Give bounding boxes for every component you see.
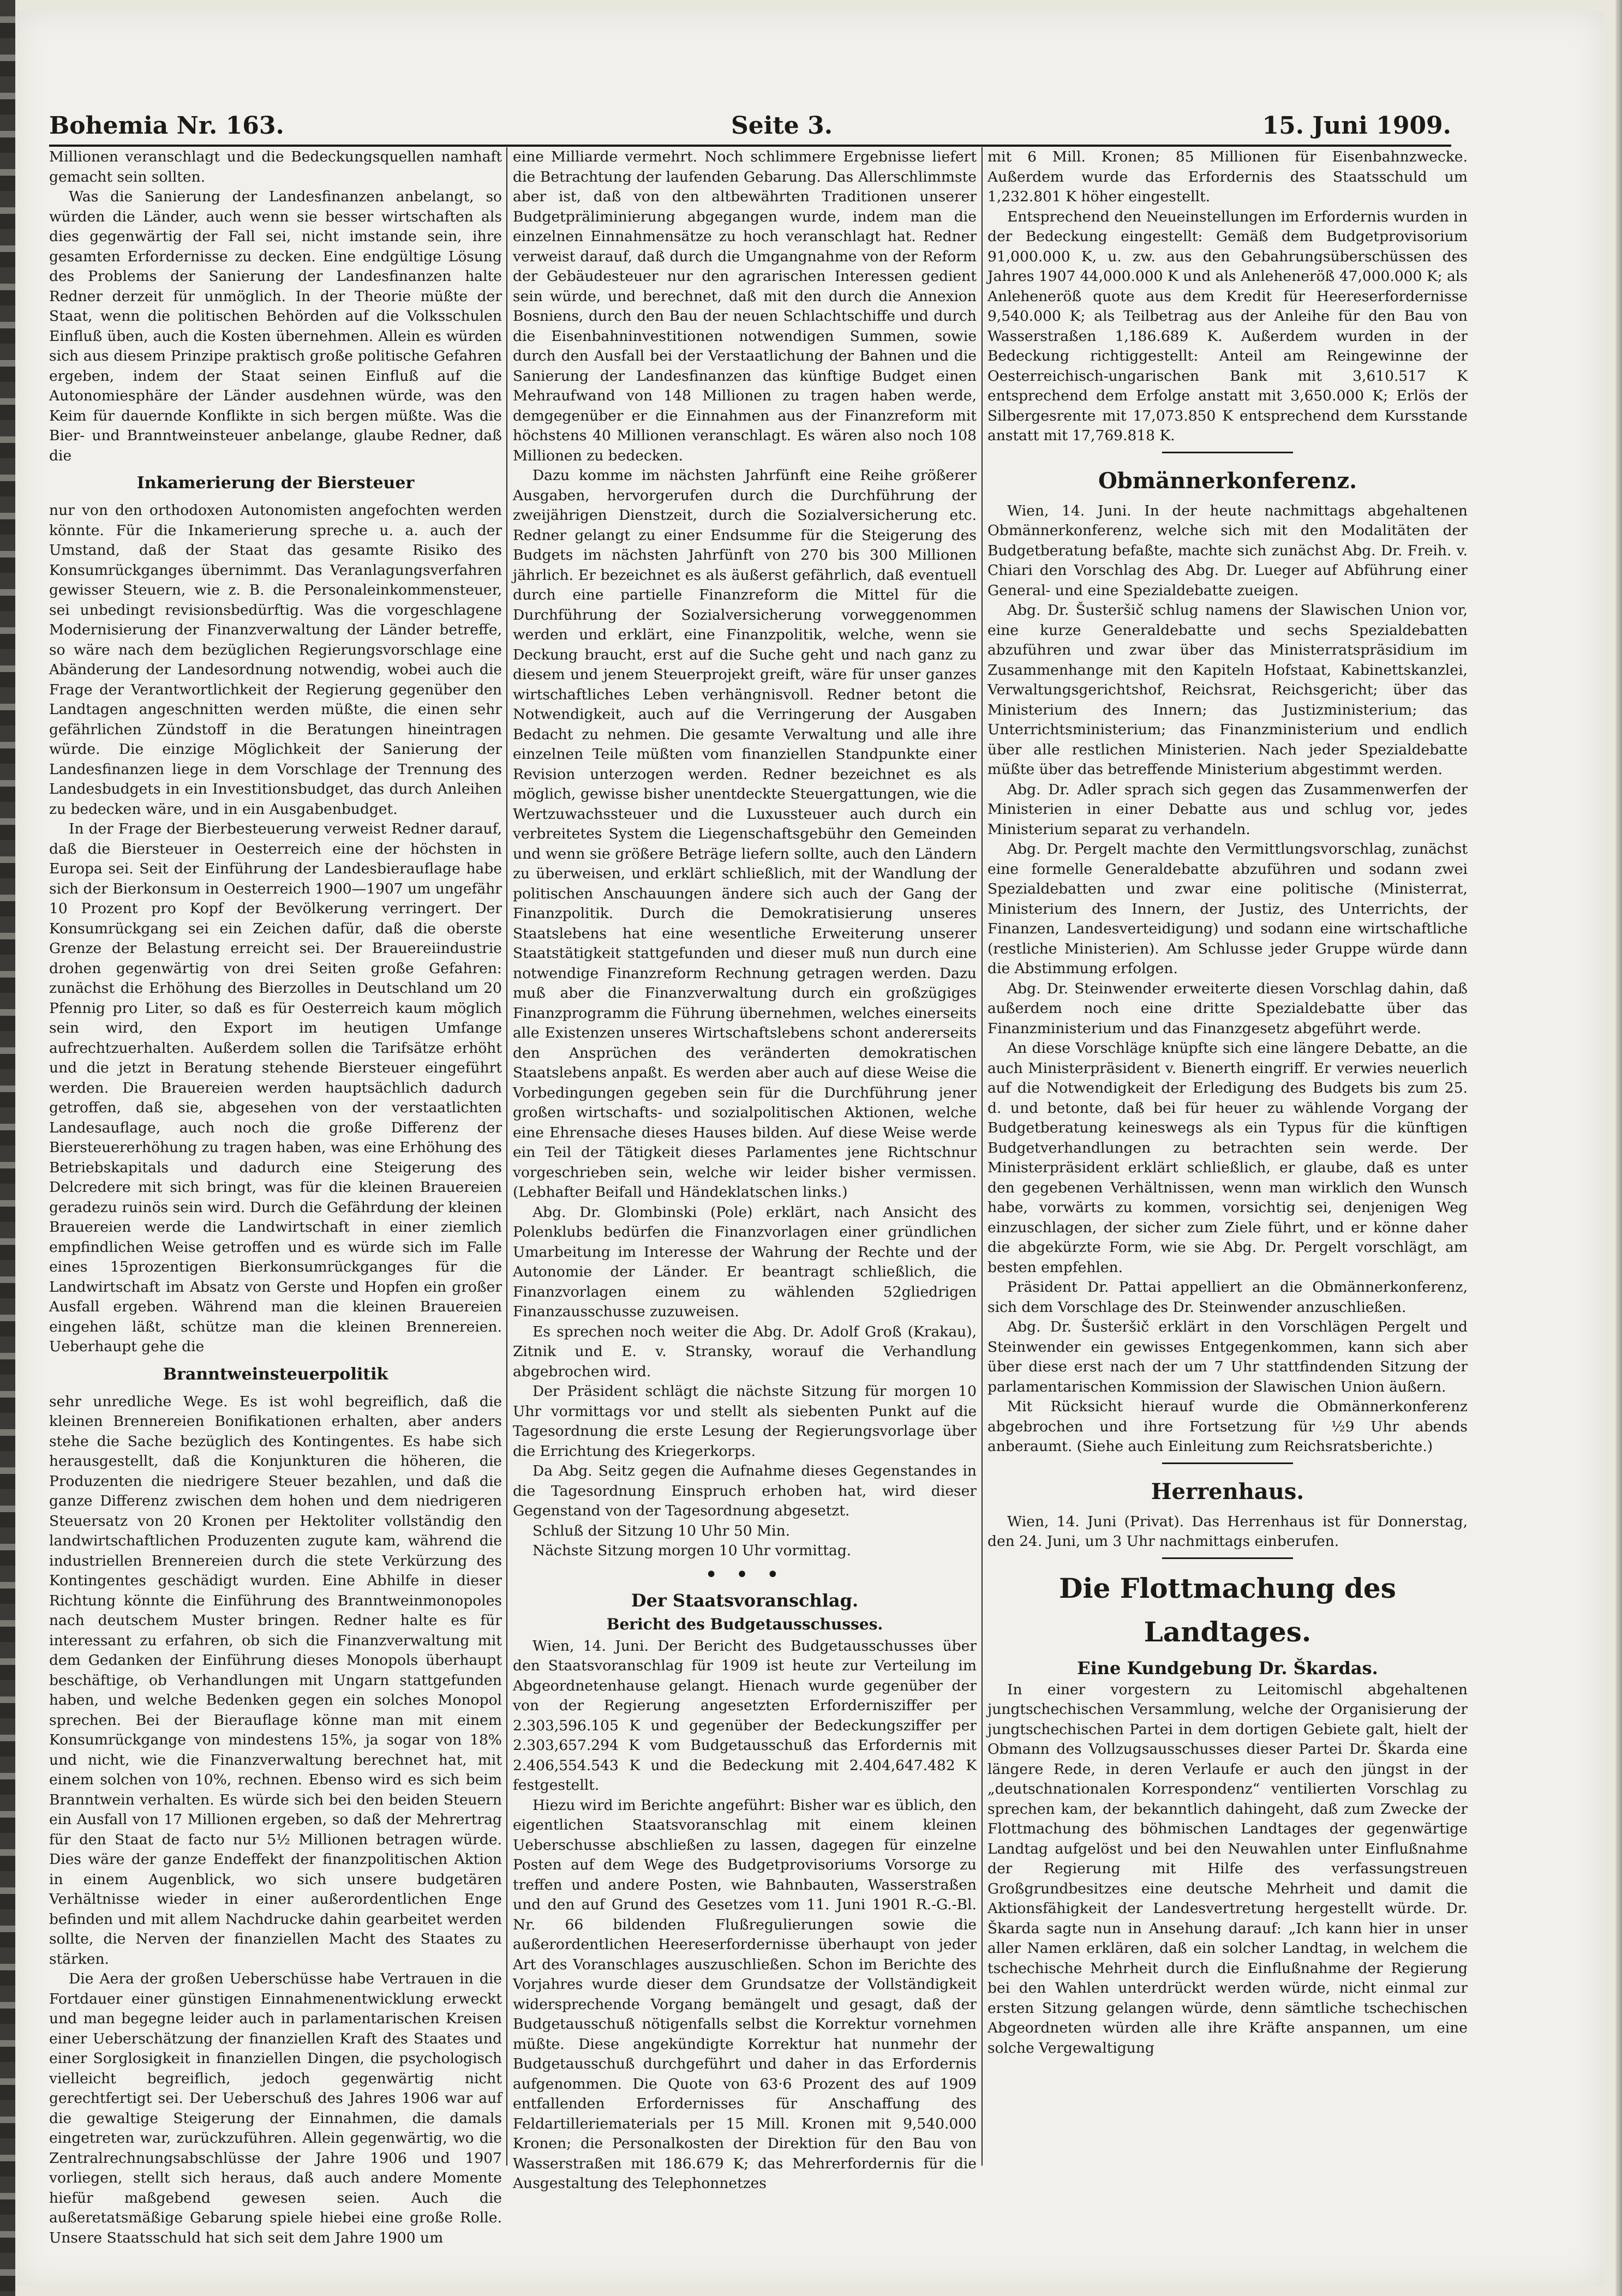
paragraph: eine Milliarde vermehrt. Noch schlimmere Ergebnisse liefert die Betrachtung der laufenden Gebarung. Das Allerschlimmste aber ist, daß von den altbewährten Traditionen unserer Budgetpräliminierung abgegangen wurde, indem man die einzelnen Einnahmensätze zu hoch veranschlagt hat. Redner verweist darauf, daß durch die Umgangnahme von der Reform der Gebäudesteuer nur den agrarischen Interessen gedient sein würde, und berechnet, daß mit den durch die Annexion Bosniens, durch den Bau der neuen Schlachtschiffe und durch die Eisenbahninvestitionen notwendigen Summen, sowie durch den Ausfall bei der Verstaatlichung der Bahnen und die Sanierung der Landesfinanzen das künftige Budget einen Mehraufwand von 148 Millionen zu tragen haben werde, demgegenüber er die Einnahmen aus der Finanzreform mit höchstens 40 Millionen veranschlagt. Es wären also noch 108 Millionen zu bedecken. xyxy=(513,148,977,464)
paragraph: mit 6 Mill. Kronen; 85 Millionen für Eisenbahnzwecke. Außerdem wurde das Erfordernis des Staatsschuld um 1,232.801 K höher eingestellt. xyxy=(987,148,1468,205)
paragraph: Abg. Dr. Pergelt machte den Vermittlungsvorschlag, zunächst eine formelle Generaldebatte abzuführen und sodann zwei Spezialdebatten und zwar eine politische (Ministerrat, Ministerium des Innern, der Justiz, des Unterrichts, der Finanzen, Landesverteidigung) und sodann eine wirtschaftliche (restliche Ministerien). Am Schlusse jeder Gruppe würde dann die Abstimmung erfolgen. xyxy=(987,841,1468,977)
paragraph: Abg. Dr. Šusteršič erklärt in den Vorschlägen Pergelt und Steinwender ein gewisses Entgegenkommen, kann sich aber über diese erst nach der um 7 Uhr stattfindenden Sitzung der parlamentarischen Kommission der Slawischen Union äußern. xyxy=(987,1318,1468,1395)
paragraph: Es sprechen noch weiter die Abg. Dr. Adolf Groß (Krakau), Zitnik und E. v. Stransky, worauf die Verhandlung abgebrochen wird. xyxy=(513,1323,977,1380)
article-headline: Die Flottmachung des Landtages. xyxy=(1059,1572,1396,1648)
article-headline: Obmännerkonferenz. xyxy=(1098,467,1357,494)
divider xyxy=(1162,452,1293,453)
paragraph: Abg. Dr. Adler sprach sich gegen das Zusammenwerfen der Ministerien in einer Debatte aus und schlug vor, jedes Ministerium separat zu verhandeln. xyxy=(987,781,1468,838)
divider xyxy=(1162,1462,1293,1464)
paragraph: Millionen veranschlagt und die Bedeckungsquellen namhaft gemacht sein sollten. xyxy=(49,148,502,185)
divider xyxy=(1162,1557,1293,1559)
paragraph: Der Präsident schlägt die nächste Sitzung für morgen 10 Uhr vormittags vor und stellt als siebenten Punkt auf die Tagesordnung die erste Lesung der Regierungsvorlage über die Errichtung des Kriegerkorps. xyxy=(513,1383,977,1460)
paragraph: Wien, 14. Juni. In der heute nachmittags abgehaltenen Obmännerkonferenz, welche sich mit den Modalitäten der Budgetberatung befaßte, machte sich zunächst Abg. Dr. Freih. v. Chiari den Vorschlag des Abg. Dr. Lueger auf Abführung einer General- und eine Spezialdebatte zueigen. xyxy=(987,502,1468,599)
section-subheading: Branntweinsteuerpolitik xyxy=(163,1364,388,1384)
paragraph: Wien, 14. Juni (Privat). Das Herrenhaus ist für Donnerstag, den 24. Juni, um 3 Uhr nachmittags einberufen. xyxy=(987,1513,1468,1550)
column-rule xyxy=(981,147,983,2166)
paragraph: Was die Sanierung der Landesfinanzen anbelangt, so würden die Länder, auch wenn sie besser wirtschaften als dies gegenwärtig der Fall sei, nicht imstande sein, ihre gesamten Erfordernisse zu decken. Eine endgültige Lösung des Problems der Sanierung der Landesfinanzen halte Redner derzeit für unmöglich. In der Theorie müßte der Staat, wenn die politischen Behörden auf die Volksschulen Einfluß üben, auch die Kosten übernehmen. Allein es würden sich aus diesem Prinzipe praktisch große politische Gefahren ergeben, indem der Staat seinen Einfluß auf die Autonomiesphäre der Länder ausdehnen würde, was den Keim für dauernde Konflikte in sich bergen müßte. Was die Bier- und Branntweinsteuer anbelange, glaube Redner, daß die xyxy=(49,188,502,464)
issue-date: 15. Juni 1909. xyxy=(1262,112,1451,140)
section-subheading: Inkamerierung der Biersteuer xyxy=(136,473,415,493)
paragraph: Schluß der Sitzung 10 Uhr 50 Min. xyxy=(532,1522,791,1539)
book-binding xyxy=(0,0,15,2296)
paragraph: Präsident Dr. Pattai appelliert an die Obmännerkonferenz, sich dem Vorschlage des Dr. Steinwender anzuschließen. xyxy=(987,1279,1468,1316)
paragraph: Wien, 14. Juni. Der Bericht des Budgetausschusses über den Staatsvoranschlag für 1909 ist heute zur Verteilung im Abgeordnetenhause gelangt. Hienach wurde gegenüber der von der Regierung angesetzten Erfordernisziffer per 2.303,596.105 K und gegenüber der Bedeckungsziffer per 2.303,657.294 K vom Budgetausschuß das Erfordernis mit 2.406,554.543 K und die Bedeckung mit 2.404,647.482 K festgestellt. xyxy=(513,1637,977,1794)
paragraph: An diese Vorschläge knüpfte sich eine längere Debatte, an die auch Ministerpräsident v. Bienerth eingriff. Er verwies neuerlich auf die Notwendigkeit der Erledigung des Budgets bis zum 25. d. und betonte, daß bei für heuer zu wählende Vorgang der Budgetberatung keineswegs als ein Typus für die künftigen Budgetverhandlungen zu betrachten sein werde. Der Ministerpräsident erklärt schließlich, er glaube, daß es unter den gegebenen Verhältnissen, wenn man wirklich den Wunsch habe, vorwärts zu kommen, vorsichtig sei, denjenigen Weg einzuschlagen, der sicher zum Ziele führt, und er könne daher die abgekürzte Form, wie sie Abg. Dr. Pergelt vorschlägt, am besten empfehlen. xyxy=(987,1040,1468,1276)
column-2 xyxy=(513,147,977,2192)
column-rule xyxy=(506,147,507,2166)
page-number: Seite 3. xyxy=(731,112,833,140)
article-headline: Der Staatsvoranschlag. xyxy=(631,1590,859,1611)
paragraph: Entsprechend den Neueinstellungen im Erfordernis wurden in der Bedeckung eingestellt: Gemäß dem Budgetprovisorium 91,000.000 K, u. zw. aus den Gebahrungsüberschüssen des Jahres 1907 44,000.000 K und als Anleheneröß 47,000.000 K; als Anleheneröß quote aus dem Kredit für Heereserfordernisse 9,540.000 K; als Teilbetrag aus der Anleihe für den Bau von Wasserstraßen 1,186.689 K. Außerdem wurden in der Bedeckung richtiggestellt: Anteil am Reingewinne der Oesterreichisch-ungarischen Bank mit 3,610.517 K entsprechend dem Erfolge anstatt mit 3,650.000 K; Erlös der Silbergesrente mit 17,073.850 K entsprechend dem Kursstande anstatt mit 17,769.818 K. xyxy=(987,208,1468,444)
article-subheadline: Bericht des Budgetausschusses. xyxy=(606,1615,883,1633)
paragraph: In der Frage der Bierbesteuerung verweist Redner darauf, daß die Biersteuer in Oesterreich eine der höchsten in Europa sei. Seit der Einführung der Landesbierauflage habe sich der Bierkonsum in Oesterreich 1900—1907 um ungefähr 10 Prozent pro Kopf der Bevölkerung verringert. Der Konsumrückgang sei ein Zeichen dafür, daß die oberste Grenze der Belastung erreicht sei. Der Brauereiindustrie drohen gegenwärtig von drei Seiten große Gefahren: zunächst die Erhöhung des Bierzolles in Deutschland um 20 Pfennig pro Liter, so daß es für Oesterreich kaum möglich sein wird, den Export im heutigen Umfange aufrechtzuerhalten. Außerdem sollen die Tarifsätze erhöht und die jetzt in Beratung stehende Biersteuer eingeführt werden. Die Brauereien werden hauptsächlich dadurch getroffen, daß sie, abgesehen von der verstaatlichten Landesauflage, auch noch die große Differenz der Biersteuererhöhung zu tragen haben, was eine Erhöhung des Betriebskapitals und dadurch eine Steigerung des Delcredere mit sich bringt, was für die kleinen Brauereien geradezu ruinös sein wird. Durch die Gefährdung der kleinen Brauereien werde die Landwirtschaft in einer ziemlich empfindlichen Weise getroffen und es würde sich im Falle eines 15prozentigen Bierkonsumrückganges für die Landwirtschaft im Absatz von Gerste und Hopfen ein großer Ausfall ergeben. Während man die kleinen Brauereien eingehen läßt, schütze man die kleinen Brennereien. Ueberhaupt gehe die xyxy=(49,820,502,1355)
paragraph: Abg. Dr. Šusteršič schlug namens der Slawischen Union vor, eine kurze Generaldebatte und sechs Spezialdebatten abzuführen und zwar über das Ministerratspräsidium im Zusammenhange mit den Kapiteln Hofstaat, Kabinettskanzlei, Verwaltungsgerichtshof, Reichsrat, Reichsgericht; über das Ministerium des Innern; das Justizministerium; das Unterrichtsministerium; das Finanzministerium und endlich über alle restlichen Ministerien. Nach jeder Spezialdebatte müßte über das betreffende Ministerium abgestimmt werden. xyxy=(987,602,1468,778)
page-header xyxy=(49,106,1451,147)
paragraph: nur von den orthodoxen Autonomisten angefochten werden könnte. Für die Inkamerierung spreche u. a. auch der Umstand, daß der Staat das gesamte Risiko des Konsumrückganges übernimmt. Das Veranlagungsverfahren gewisser Steuern, wie z. B. die Personaleinkommensteuer, sei unbedingt revisionsbedürftig. Was die vorgeschlagene Modernisierung der Finanzverwaltung der Länder betreffe, so wäre nach dem bezüglichen Regierungsvorschlage eine Abänderung der Landesordnung notwendig, wobei auch die Frage der Verantwortlichkeit der Regierung gegenüber den Landtagen angeschnitten werden müßte, die einen sehr gefährlichen Zündstoff in die Beratungen hineintragen würde. Die einzige Möglichkeit der Sanierung der Landesfinanzen liege in dem Vorschlage der Trennung des Landesbudgets in ein Investitionsbudget, das durch Anleihen zu bedecken wäre, und in ein Ausgabenbudget. xyxy=(49,502,502,818)
article-subheadline: Eine Kundgebung Dr. Škardas. xyxy=(1077,1657,1378,1678)
article-headline: Herrenhaus. xyxy=(1151,1478,1304,1504)
column-3 xyxy=(987,147,1468,2166)
paragraph: Nächste Sitzung morgen 10 Uhr vormittag. xyxy=(532,1542,852,1559)
paragraph: In einer vorgestern zu Leitomischl abgehaltenen jungtschechischen Versammlung, welche der Organisierung der jungtschechischen Partei in dem dortigen Gebiete galt, hielt der Obmann des Vollzugsausschusses dieser Partei Dr. Škarda eine längere Rede, in deren Verlaufe er auch den jüngst in der „deutschnationalen Korrespondenz“ ventilierten Vorschlag zu sprechen kam, der bekanntlich dahingeht, daß zum Zwecke der Flottmachung des böhmischen Landtages der gegenwärtige Landtag aufgelöst und bei den Neuwahlen unter Einflußnahme der Regierung mit Hilfe des verfassungstreuen Großgrundbesitzes eine deutsche Mehrheit und damit die Aktionsfähigkeit der Landesvertretung hergestellt würde. Dr. Škarda sagte nun in Ansehung darauf: „Ich kann hier in unser aller Namen erklären, daß ein solcher Landtag, in welchem die tschechische Mehrheit durch die Einflußnahme der Regierung bei den Wahlen unterdrückt werden würde, nicht einmal zur ersten Sitzung gelangen würde, denn sämtliche tschechischen Abgeordneten würden alle ihre Kräfte anspannen, um eine solche Vergewaltigung xyxy=(987,1681,1468,2057)
paragraph: Abg. Dr. Steinwender erweiterte diesen Vorschlag dahin, daß außerdem noch eine dritte Spezialdebatte über das Finanzministerium und das Finanzgesetz abgeführt werde. xyxy=(987,980,1468,1037)
paragraph: Dazu komme im nächsten Jahrfünft eine Reihe größerer Ausgaben, hervorgerufen durch die Durchführung der zweijährigen Dienstzeit, durch die Sozialversicherung etc. Redner gelangt zu einer Endsumme für die Steigerung des Budgets im nächsten Jahrfünft von 270 bis 300 Millionen jährlich. Er bezeichnet es als äußerst gefährlich, daß eventuell durch eine partielle Finanzreform die Mittel für die Durchführung der Sozialversicherung vorweggenommen werden und erklärt, eine Finanzpolitik, welche, wenn sie Deckung braucht, erst auf die Suche geht und nach ganz zu diesem und jenem Steuerprojekt greift, wäre für unser ganzes wirtschaftliches Leben verhängnisvoll. Redner betont die Notwendigkeit, auch auf die Verringerung der Ausgaben Bedacht zu nehmen. Die gesamte Verwaltung und alle ihre einzelnen Teile müßten vom finanziellen Standpunkte einer Revision unterzogen werden. Redner bezeichnet es als möglich, gewisse bisher unentdeckte Steuergattungen, wie die Wertzuwachssteuer und die Luxussteuer auch durch ein verbreitetes System die Liegenschaftsgebühr den Gemeinden und wenn sie größere Beträge liefern sollte, auch den Ländern zu überweisen, und erklärt schließlich, mit der Wandlung der politischen Anschauungen ändere sich auch der Gang der Finanzpolitik. Durch die Demokratisierung unseres Staatslebens hat eine wesentliche Erweiterung unserer Staatstätigkeit stattgefunden und dieser muß nun durch eine notwendige Finanzreform Rechnung getragen werden. Dazu muß aber die Finanzverwaltung durch ein großzügiges Finanzprogramm die Führung übernehmen, welches einerseits alle Existenzen unseres Wirtschaftslebens schont andererseits den Ansprüchen des veränderten demokratischen Staatslebens anpaßt. Es werden aber auch auf diese Weise die Vorbedingungen gegeben sein für die Durchführung jener großen wirtschafts- und sozialpolitischen Aktionen, welche eine Ehrensache dieses Hauses bilden. Auf diese Weise werde ein Teil der Tätigkeit dieses Parlamentes jene Richtschnur vorgeschrieben sein, welche wir leider bisher vermissen. (Lebhafter Beifall und Händeklatschen links.) xyxy=(513,467,977,1201)
paragraph: Die Aera der großen Ueberschüsse habe Vertrauen in die Fortdauer einer günstigen Einnahmenentwicklung erweckt und man begegne leider auch in parlamentarischen Kreisen einer Ueberschätzung der finanziellen Kraft des Staates und einer Sorglosigkeit in finanziellen Dingen, die psychologisch vielleicht begreiflich, jedoch gegenwärtig nicht gerechtfertigt sei. Der Ueberschuß des Jahres 1906 war auf die gewaltige Steigerung der Einnahmen, die damals eingetreten war, zurückzuführen. Allein gegenwärtig, wo die Zentralrechnungsabschlüsse der Jahre 1906 und 1907 vorliegen, stellt sich heraus, daß auch andere Momente hiefür maßgebend gewesen seien. Auch die außeretatsmäßige Gebarung spiele hiebei eine große Rolle. Unsere Staatsschuld hat sich seit dem Jahre 1900 um xyxy=(49,1970,502,2246)
section-separator: • • • xyxy=(704,1562,785,1587)
column-1 xyxy=(49,147,502,2246)
paragraph: Da Abg. Seitz gegen die Aufnahme dieses Gegenstandes in die Tagesordnung Einspruch erhoben hat, wird dieser Gegenstand von der Tagesordnung abgesetzt. xyxy=(513,1462,977,1519)
paragraph: Mit Rücksicht hierauf wurde die Obmännerkonferenz abgebrochen und ihre Fortsetzung für ½9 Uhr abends anberaumt. (Siehe auch Einleitung zum Reichsratsberichte.) xyxy=(987,1398,1468,1455)
paragraph: Hiezu wird im Berichte angeführt: Bisher war es üblich, den eigentlichen Staatsvoranschlag mit einem kleinen Ueberschusse abschließen zu lassen, dagegen für einzelne Posten auf dem Wege des Budgetprovisoriums Vorsorge zu treffen und andere Posten, wie Bahnbauten, Wasserstraßen und den auf Grund des Gesetzes vom 11. Juni 1901 R.-G.-Bl. Nr. 66 bildenden Flußregulierungen sowie die außerordentlichen Heereserfordernisse überhaupt von jeder Art des Voranschlages auszuschließen. Schon im Berichte des Vorjahres wurde dieser dem Grundsatze der Vollständigkeit widersprechende Vorgang bemängelt und gesagt, daß der Budgetausschuß nötigenfalls selbst die Korrektur vornehmen müßte. Diese angekündigte Korrektur hat nunmehr der Budgetausschuß durchgeführt und daher in das Erfordernis aufgenommen. Die Quote von 63·6 Prozent des auf 1909 entfallenden Erfordernisses für Anschaffung des Feldartilleriematerials per 15 Mill. Kronen mit 9,540.000 Kronen; die Personalkosten der Direktion für den Bau von Wasserstraßen mit 186.679 K; das Mehrerfordernis für die Ausgestaltung des Telephonnetzes xyxy=(513,1796,977,2192)
paragraph: sehr unredliche Wege. Es ist wohl begreiflich, daß die kleinen Brennereien Bonifikationen erhalten, aber anders stehe die Sache bezüglich des Kontingentes. Es habe sich herausgestellt, daß die Konjunkturen die höheren, die Produzenten die niedrigere Steuer bezahlen, und daß die ganze Differenz zwischen dem hohen und dem niedrigeren Steuersatz von 20 Kronen per Hektoliter vollständig den landwirtschaftlichen Produzenten zugute kam, während die industriellen Brennereien durch die stete Verkürzung des Kontingentes geschädigt wurden. Eine Abhilfe in dieser Richtung könnte die Einführung des Branntweinmonopoles nach deutschem Muster bringen. Redner halte es für interessant zu erfahren, ob sich die Finanzverwaltung mit dem Gedanken der Einführung dieses Monopols überhaupt beschäftige, ob Verhandlungen mit Ungarn stattgefunden haben, und welche Bedenken gegen ein solches Monopol sprechen. Bei der Bierauflage könne man mit einem Konsumrückgange von mindestens 15%, ja sogar von 18% und nicht, wie die Finanzverwaltung berechnet hat, mit einem solchen von 10%, rechnen. Ebenso wird es sich beim Branntwein verhalten. Es würde sich bei den beiden Steuern ein Ausfall von 17 Millionen ergeben, so daß der Mehrertrag für den Staat de facto nur 5½ Millionen betragen würde. Dies wäre der ganze Endeffekt der finanzpolitischen Aktion in einem Augenblick, wo sich unsere budgetären Verhältnisse wieder in einer außerordentlichen Enge befinden und mit allem Nachdrucke dahin gearbeitet werden sollte, die Nerven der finanziellen Macht des Staates zu stärken. xyxy=(49,1393,502,1968)
paragraph: Abg. Dr. Glombinski (Pole) erklärt, nach Ansicht des Polenklubs bedürfen die Finanzvorlagen einer gründlichen Umarbeitung im Interesse der Wahrung der Rechte und der Autonomie der Länder. Er beantragt schließlich, die Finanzvorlagen einem zu wählenden 52gliedrigen Finanzausschusse zuzuweisen. xyxy=(513,1203,977,1320)
masthead-issue: Bohemia Nr. 163. xyxy=(49,112,284,140)
page-edge xyxy=(1615,0,1622,2296)
